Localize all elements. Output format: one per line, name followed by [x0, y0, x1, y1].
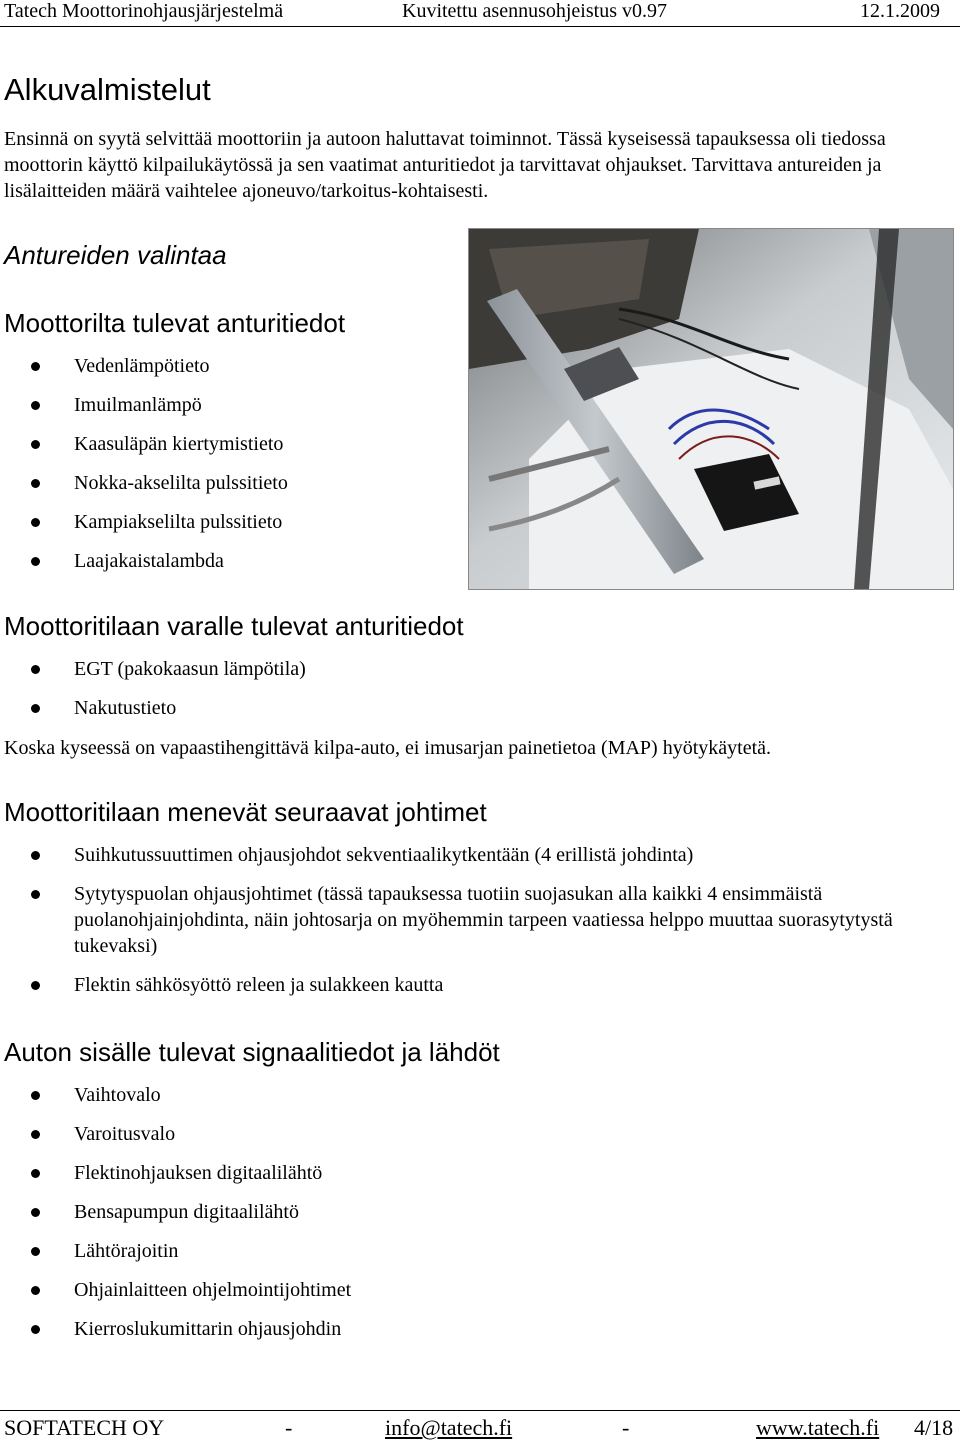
footer-separator: -: [285, 1415, 293, 1440]
sensor-heading: Antureiden valintaa: [4, 240, 227, 270]
list-item: Nokka-akselilta pulssitieto: [0, 470, 288, 496]
page-number: 4/18: [914, 1415, 954, 1440]
list-item: Lähtörajoitin: [0, 1238, 351, 1264]
list-item: Kampiakselilta pulssitieto: [0, 509, 288, 535]
list-item: Flektin sähkösyöttö releen ja sulakkeen kautta: [0, 972, 900, 998]
wires-heading: Moottoritilaan menevät seuraavat johtimet: [4, 797, 487, 827]
reserve-sensors-heading: Moottoritilaan varalle tulevat anturitiedot: [4, 611, 464, 641]
footer-separator: -: [622, 1415, 630, 1440]
footer-email-link[interactable]: info@tatech.fi: [385, 1415, 513, 1440]
list-item: Kaasuläpän kiertymistieto: [0, 431, 288, 457]
header-company: Tatech Moottorinohjausjärjestelmä: [4, 0, 284, 22]
footer-website-link[interactable]: www.tatech.fi: [756, 1415, 880, 1440]
engine-sensors-list: [0, 353, 288, 574]
list-item: Vaihtovalo: [0, 1082, 351, 1108]
header-date: 12.1.2009: [860, 0, 940, 22]
wires-list: [0, 842, 900, 998]
reserve-sensors-list: [0, 656, 306, 721]
section-title: Alkuvalmistelut: [4, 72, 211, 107]
list-item: Kierroslukumittarin ohjausjohdin: [0, 1316, 351, 1342]
signals-list: [0, 1082, 351, 1342]
list-item: Varoitusvalo: [0, 1121, 351, 1147]
list-item: Ohjainlaitteen ohjelmointijohtimet: [0, 1277, 351, 1303]
list-item: Sytytyspuolan ohjausjohtimet (tässä tapauksessa tuotiin suojasukan alla kaikki 4 ensimmäistä puolanohjainjohdinta, näin johtosarja on myöhemmin tarpeen vaatiessa helppo muuttaa suorasytytystä tukevaksi): [0, 881, 900, 959]
list-item: Suihkutussuuttimen ohjausjohdot sekventiaalikytkentään (4 erillistä johdinta): [0, 842, 900, 868]
intro-paragraph: Ensinnä on syytä selvittää moottoriin ja autoon haluttavat toiminnot. Tässä kyseisessä tapauksessa oli tiedossa moottorin käyttö kilpailukäytössä ja sen vaatimat anturitiedot ja tarvittavat ohjaukset. Tarvittava antureiden ja lisälaitteiden määrä vaihtelee ajoneuvo/tarkoitus-kohtaisesti.: [4, 128, 886, 202]
map-note: Koska kyseessä on vapaastihengittävä kilpa-auto, ei imusarjan painetietoa (MAP) hyötykäytetä.: [4, 737, 772, 759]
list-item: Nakutustieto: [0, 695, 306, 721]
engine-bay-photo: [468, 228, 954, 590]
signals-heading: Auton sisälle tulevat signaalitiedot ja lähdöt: [4, 1037, 500, 1067]
list-item: EGT (pakokaasun lämpötila): [0, 656, 306, 682]
list-item: Laajakaistalambda: [0, 548, 288, 574]
header-doc-title: Kuvitettu asennusohjeistus v0.97: [402, 0, 667, 22]
page-header: [0, 0, 960, 27]
list-item: Imuilmanlämpö: [0, 392, 288, 418]
list-item: Flektinohjauksen digitaalilähtö: [0, 1160, 351, 1186]
list-item: Vedenlämpötieto: [0, 353, 288, 379]
footer-company: SOFTATECH OY: [4, 1415, 165, 1440]
ecu-installation-image: [469, 229, 953, 589]
page-footer: [0, 1410, 960, 1445]
engine-sensors-heading: Moottorilta tulevat anturitiedot: [4, 308, 346, 338]
list-item: Bensapumpun digitaalilähtö: [0, 1199, 351, 1225]
